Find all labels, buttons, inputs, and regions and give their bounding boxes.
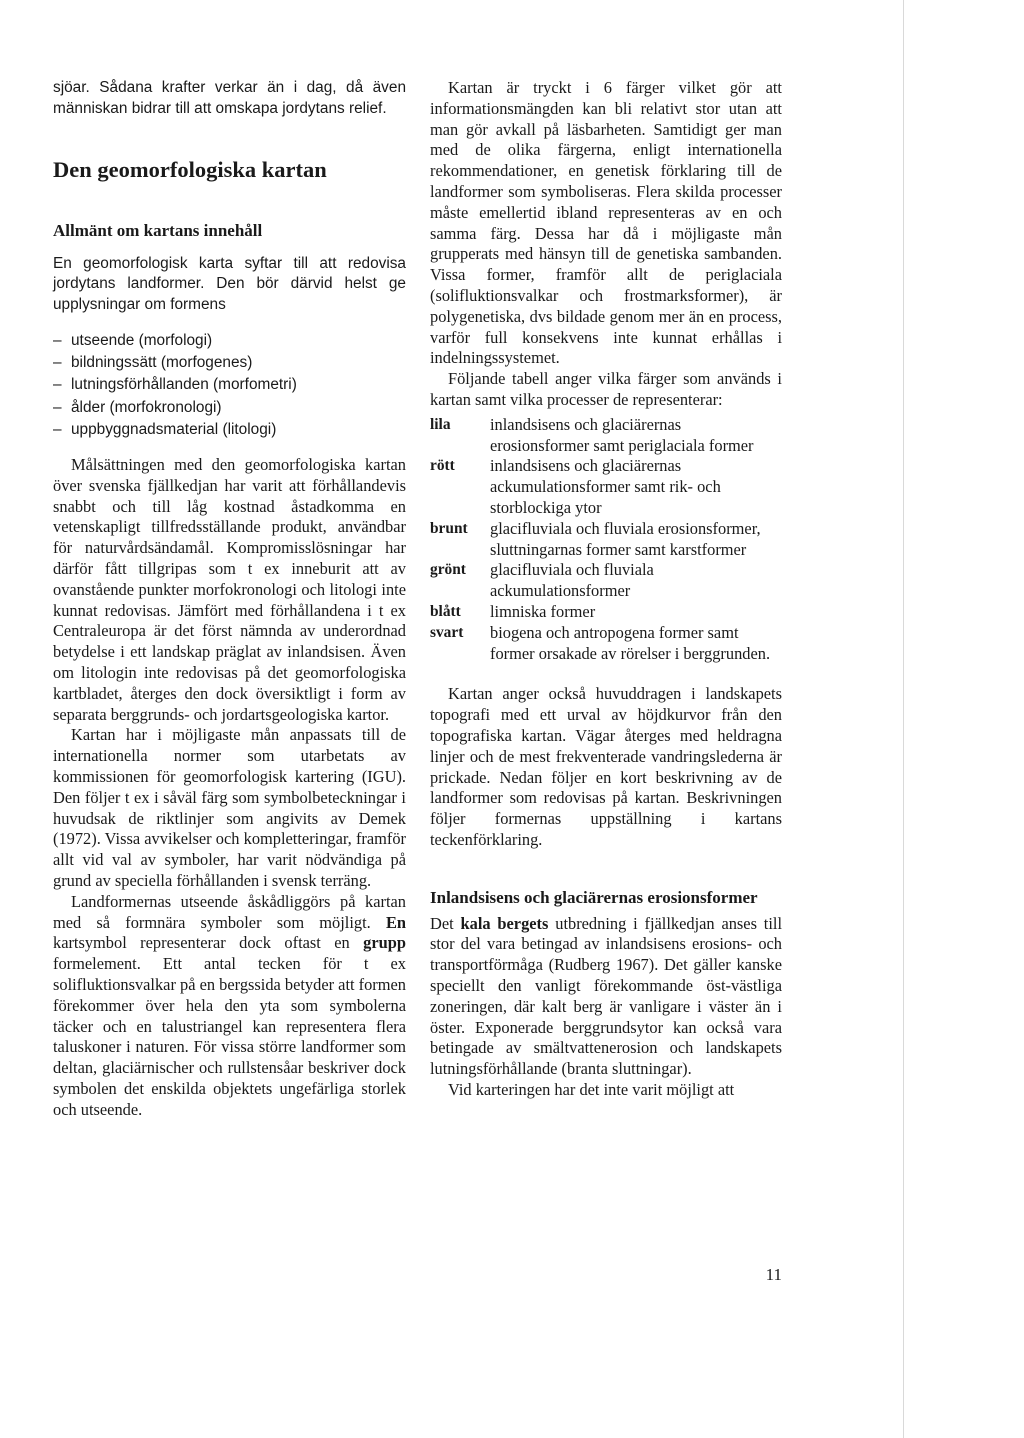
section-heading: Den geomorfologiska kartan: [53, 156, 327, 182]
paragraph: Följande tabell anger vilka färger som används i kartan samt vilka processer de representerar:: [430, 369, 782, 409]
intro-paragraph: sjöar. Sådana krafter verkar än i dag, då även människan bidrar till att omskapa jordytans relief.: [53, 79, 406, 117]
list-item: – lutningsförhållanden (morfometri): [53, 376, 297, 394]
paragraph: Målsättningen med den geomorfologiska kartan över svenska fjällkedjan har varit att förhållandevis snabbt och till låg kostnad åstadkomma en vetenskapligt tillfredsställande produkt, användbar för naturvårdsändamål. Kompromisslösningar har därför fått tillgripas som t ex inneburit att av ovanstående punkter morfokronologi och litologi inte kunnat redovisas. Jämfört med förhållandena i t ex Centraleuropa är det först nämnda av underordnad betydelse i ett landskap präglat av inlandsisen. Även om litologin inte redovisas på det geomorfologiska kartbladet, återges den dock översiktligt i form av separata berggrunds- och jordartsgeologiska kartor.: [53, 455, 406, 724]
subsection-heading: Allmänt om kartans innehåll: [53, 220, 263, 240]
color-row: lila inlandsisens och glaciärernas erosionsformer samt periglaciala former: [430, 414, 754, 455]
color-row: svart biogena och antropogena former samt former orsakade av rörelser i berggrunden.: [430, 622, 771, 663]
paragraph: Landformernas utseende åskådliggörs på kartan med så formnära symboler som möjligt. En kartsymbol representerar dock oftast en grupp formelement. Ett antal tecken för t ex solifluktionsvalkar på en bergssida betyder att formen förekommer över hela den yta som symbolerna täcker och en talustriangel kan representera flera taluskoner i naturen. För vissa större landformer som deltan, glaciärnischer och rullstensåar beskriver dock symbolen det enskilda objektets ungefärliga storlek och utseende.: [53, 891, 406, 1119]
list-item: – uppbyggnadsmaterial (litologi): [53, 420, 277, 438]
info-list: [53, 330, 406, 441]
scan-edge-line: [903, 0, 904, 1438]
right-column: [430, 78, 782, 1101]
list-item: – ålder (morfokronologi): [53, 398, 222, 416]
paragraph: Kartan är tryckt i 6 färger vilket gör att informationsmängden kan bli relativt stor utan att man gör avkall på läsbarheten. Samtidigt ger man med de olika färgerna, enligt internationella rekommendationer, en genetisk förklaring till de landformer som symboliseras. Flera skilda processer måste emellertid ibland representeras av en och samma färg. Dessa har då i möjligaste mån grupperats med hänsyn till de genetiska sambanden. Vissa former, framför allt de periglaciala (solifluktionsvalkar och frostmarksformer), är polygenetiska, dvs bildade genom mer än en process, varför full konsekvens inte kunnat erhållas i indelningssystemet.: [430, 78, 782, 368]
paragraph: Det kala bergets utbredning i fjällkedjan anses till stor del vara betingad av inlandsisens erosions- och transportförmåga (Rudberg 1967). Det gäller kanske speciellt den vanligt förekommande öst-västliga zoneringen, där kalt berg är vanligare i väster än i öster. Exponerade berggrundsytor kan också vara betingade av smältvattenerosion och landskapets lutningsförhållande (branta sluttningar).: [430, 913, 783, 1079]
list-item: – utseende (morfologi): [53, 331, 213, 349]
paragraph: Kartan har i möjligaste mån anpassats till de internationella normer som utarbetats av kommissionen för geomorfologisk kartering (IGU). Den följer t ex i såväl färg som symbolbeteckningar i huvudsak de riktlinjer som angivits av Demek (1972). Vissa avvikelser och kompletteringar, framför allt vid val av symboler, har varit nödvändiga på grund av speciella förhållanden i svensk terräng.: [53, 725, 406, 890]
intro-paragraph-2: En geomorfologisk karta syftar till att redovisa jordytans landformer. Den bör därvid helst ge upplysningar om formens: [53, 254, 406, 314]
color-row: blått limniska former: [430, 601, 596, 621]
color-row: brunt glacifluviala och fluviala erosionsformer, sluttningarnas former samt karstformer: [430, 518, 761, 559]
subsection-heading: Inlandsisens och glaciärernas erosionsformer: [430, 887, 758, 907]
color-row: grönt glacifluviala och fluviala ackumulationsformer: [430, 560, 654, 601]
left-column: [53, 78, 406, 1121]
page-number: 11: [765, 1265, 782, 1284]
paragraph: Kartan anger också huvuddragen i landskapets topografi med ett urval av höjdkurvor från den topografiska kartan. Vägar återges med heldragna linjer och de mest frekventerade vandringslederna är prickade. Nedan följer en kort beskrivning av de landformer som redovisas på kartan. Beskrivningen följer formernas uppställning i kartans teckenförklaring.: [430, 684, 782, 849]
paragraph: Vid karteringen har det inte varit möjligt att: [448, 1080, 735, 1100]
list-item: – bildningssätt (morfogenes): [53, 354, 253, 372]
color-table: [430, 415, 782, 665]
color-row: rött inlandsisens och glaciärernas ackumulationsformer samt rik- och storblockiga ytor: [430, 456, 721, 517]
